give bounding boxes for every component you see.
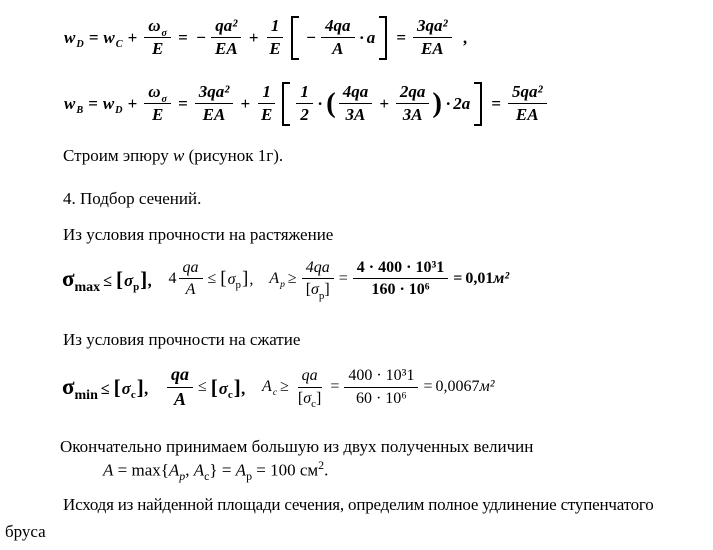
equals-sign: =	[491, 93, 501, 113]
plus-sign: +	[240, 93, 250, 113]
equals-sign: =	[396, 27, 406, 47]
concluding-paragraph-line1: Исходя из найденной площади сечения, определим полное удлинение ступенчатого	[63, 495, 654, 514]
coefficient-4: 4	[168, 269, 177, 287]
var-wC: w C	[103, 27, 123, 51]
fraction-omega-E: $\frac{\omega_\sigma}{E}$	[144, 82, 171, 126]
minus-sign: −	[305, 27, 317, 47]
right-square-bracket	[379, 16, 387, 60]
fraction-qa-A: $\frac{qa}{A}$	[179, 258, 203, 299]
fraction-4qa-3A: $\frac{4qa}{3A}$	[339, 82, 373, 126]
fraction-numeric-tension: $\frac{\text{4 · 400 · 10³1}}{\text{160 · 10⁶}}$	[353, 258, 448, 299]
area-c-var: A c	[262, 378, 278, 399]
fraction-qa-sigma-c: $\frac{qa}{[\sigma_c]}$	[297, 367, 322, 410]
minus-sign: −	[195, 27, 207, 47]
fraction-5qa2-EA: $\frac{\text{5qa²}}{EA}$	[508, 82, 547, 126]
sigma-c-allowable: [ σ c ] ,	[210, 374, 247, 401]
plus-sign: +	[127, 93, 138, 113]
var-wB: w B	[64, 93, 84, 117]
le-sign: ≤	[100, 381, 110, 399]
equals-sign: =	[178, 93, 188, 113]
plus-sign: +	[248, 27, 259, 47]
var-a: a	[366, 27, 376, 47]
fraction-4qa-A: $\frac{4qa}{A}$	[321, 16, 355, 60]
equals-sign: =	[88, 93, 98, 113]
equals-sign: =	[330, 378, 340, 396]
le-sign: ≤	[197, 378, 207, 396]
final-choice-line: Окончательно принимаем большую из двух полученных величин	[60, 437, 534, 456]
area-p-var: A p	[269, 269, 285, 290]
compression-condition-formula	[62, 364, 495, 410]
fraction-qa-A: $\frac{qa}{A}$	[167, 364, 193, 410]
comma: ,	[463, 27, 468, 47]
equals-sign: =	[453, 269, 463, 287]
sigma-min-condition: σ min ≤ [ σ c ] ,	[62, 374, 149, 403]
compression-intro-line: Из условия прочности на сжатие	[63, 330, 301, 349]
ge-sign: ≥	[280, 378, 289, 396]
right-square-bracket	[474, 82, 482, 126]
concluding-paragraph-line2: бруса	[5, 522, 46, 541]
var-A: A	[103, 460, 114, 480]
equation-wD	[64, 16, 468, 60]
dot-operator: ·	[446, 93, 451, 113]
right-paren: )	[432, 87, 443, 120]
equals-sign: =	[423, 378, 433, 396]
fraction-1-E: $\frac{1}{E}$	[257, 82, 276, 126]
fraction-1-E: $\frac{1}{E}$	[265, 16, 284, 60]
term-2a: 2a	[453, 93, 471, 113]
le-sign: ≤	[103, 272, 112, 290]
epure-text-line: Строим эпюру w (рисунок 1г).	[63, 146, 284, 165]
section-heading: 4. Подбор сечений.	[63, 189, 202, 208]
left-square-bracket	[282, 82, 290, 126]
tension-result: 0,01 м²	[465, 269, 510, 287]
var-wD: w D	[64, 27, 84, 51]
sigma-p-allowable: [ σ p ] ,	[220, 267, 254, 292]
equals-sign: =	[338, 269, 348, 287]
fraction-3qa2-EA: $\frac{\text{3qa²}}{EA}$	[195, 82, 234, 126]
equation-wB	[64, 82, 549, 126]
equals-sign: =	[88, 27, 99, 47]
tension-intro-line: Из условия прочности на растяжение	[63, 225, 334, 244]
left-paren: (	[326, 87, 336, 120]
ge-sign: ≥	[287, 269, 297, 287]
fraction-numeric-compression: $\frac{\text{400 · 10³1}}{\text{60 · 10⁶}}$	[344, 366, 418, 407]
fraction-4qa-sigma-p: $\frac{4qa}{[\sigma_p]}$	[302, 258, 334, 299]
le-sign: ≤	[207, 269, 217, 287]
compression-result: 0,0067 м²	[435, 378, 495, 396]
dot-operator: ·	[359, 27, 364, 47]
fraction-2qa-3A: $\frac{2qa}{3A}$	[396, 82, 430, 126]
fraction-1-2: $\frac{1}{2}$	[296, 82, 313, 126]
equals-sign: =	[178, 27, 188, 47]
var-wD: w D	[102, 93, 123, 117]
fraction-qa2-EA: $\frac{\text{qa²}}{EA}$	[211, 16, 242, 60]
tension-condition-formula	[62, 258, 510, 302]
fraction-3qa2-EA: $\frac{\text{3qa²}}{EA}$	[413, 16, 452, 60]
left-square-bracket	[291, 16, 299, 60]
plus-sign: +	[127, 27, 138, 47]
dot-operator: ·	[317, 93, 323, 113]
area-result-line: $A = \max\{A_p$, $A_c\} = A_p = 100$ $см^2$.	[103, 458, 329, 484]
var-w: w	[172, 146, 185, 165]
plus-sign: +	[379, 93, 389, 113]
fraction-omega-E: $\frac{\omega_\sigma}{E}$	[144, 16, 171, 60]
sigma-max-condition: σ max ≤ [ σ p ] ,	[62, 265, 153, 295]
